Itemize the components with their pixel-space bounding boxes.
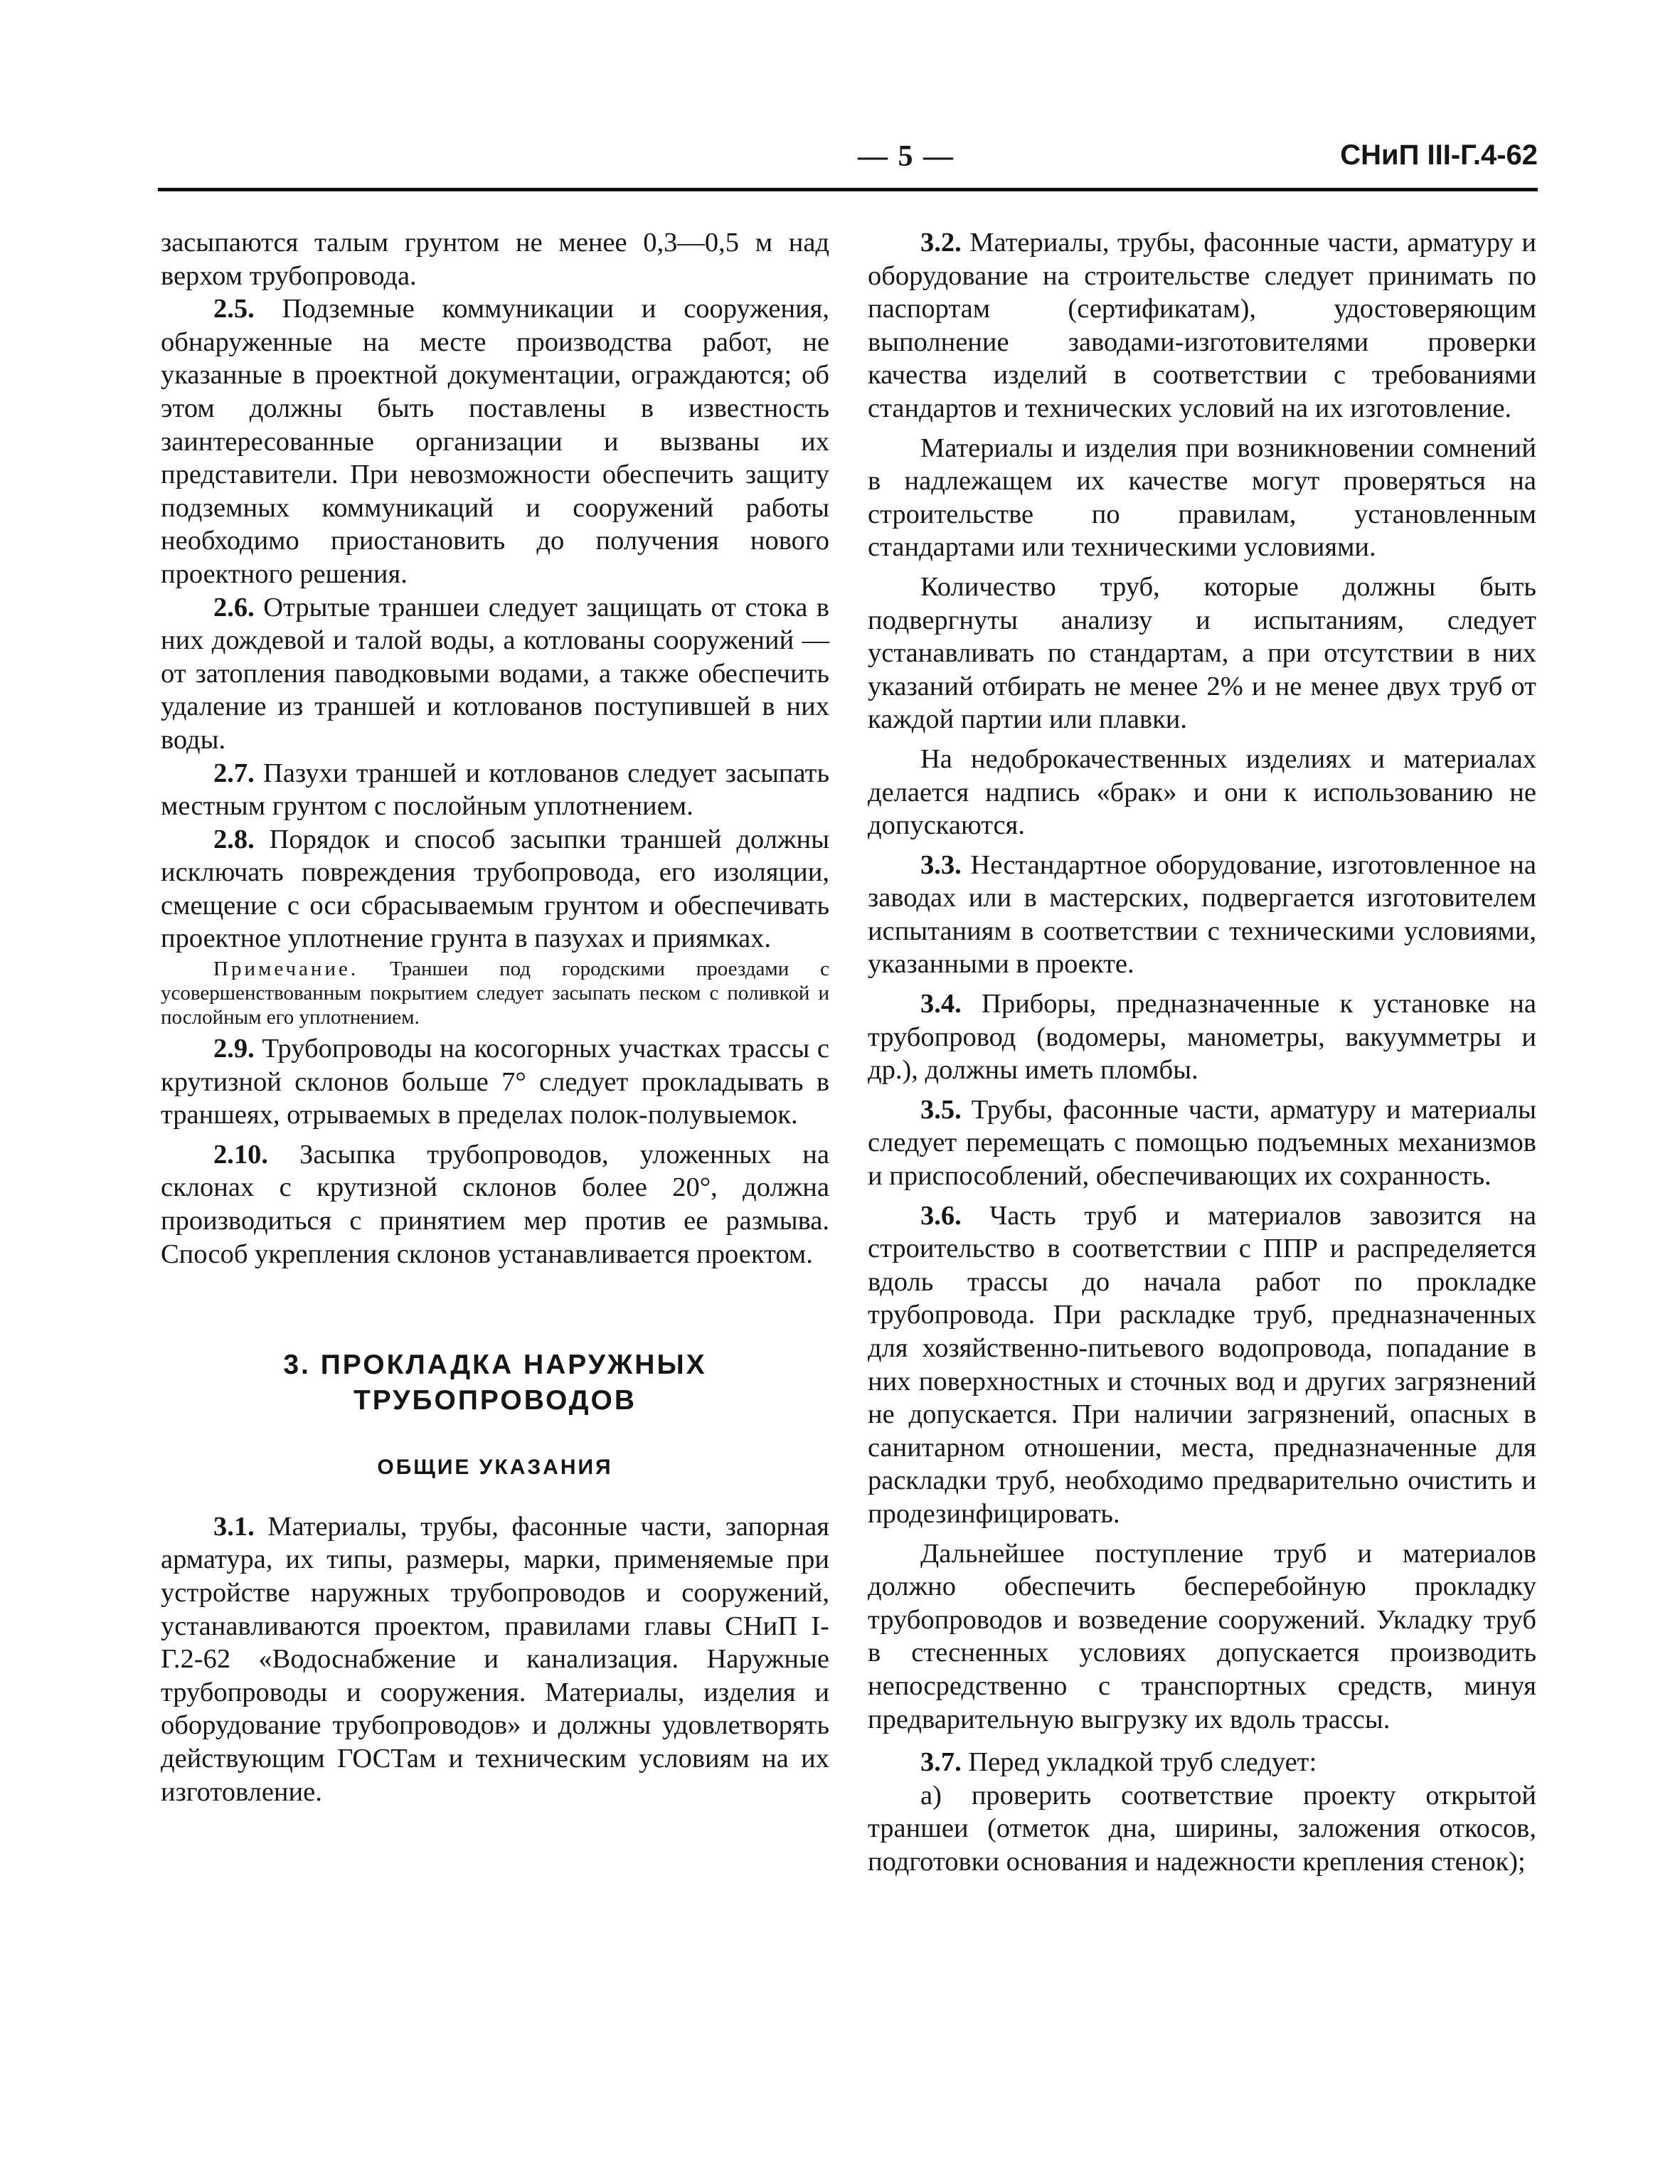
- clause-text: Пазухи траншей и котлованов следует засыпать местным грунтом с послойным уплотнением.: [161, 758, 830, 822]
- note: [161, 957, 829, 1029]
- clause-text: Засыпка трубопроводов, уложенных на склонах с крутизной склонов более 20°, должна производиться с принятием мер против ее размыва. Способ укрепления склонов устанавливается проектом.: [161, 1139, 829, 1269]
- clause-text: Нестандартное оборудование, изготовленное на заводах или в мастерских, подвергается изготовителем испытаниям в соответствии с техническими условиями, указанными в проекте.: [868, 849, 1536, 980]
- paragraph-2-10: [161, 1138, 829, 1271]
- clause-number: 3.3.: [920, 849, 962, 880]
- clause-number: 3.6.: [920, 1200, 962, 1231]
- paragraph-3-4: [868, 987, 1536, 1087]
- clause-text: Трубопроводы на косогорных участках трассы с крутизной склонов больше 7° следует прокладывать в траншеях, отрываемых в пределах полок-полувыемок.: [161, 1034, 829, 1130]
- clause-text: Материалы, трубы, фасонные части, арматуру и оборудование на строительстве следует принимать по паспортам (сертификатам), удостоверяющим выполнение заводами-изготовителями проверки качества изделий в соответствии с требованиями стандартов и технических условий на их изготовление.: [868, 228, 1537, 423]
- clause-number: 2.5.: [213, 294, 255, 324]
- clause-number: 3.2.: [920, 228, 962, 258]
- clause-text: Порядок и способ засыпки траншей должны исключать повреждения трубопровода, его изоляции, смещение с оси сбрасываемым грунтом и обеспечивать проектное уплотнение грунта в пазухах и приямках.: [161, 824, 830, 954]
- clause-number: 2.9.: [213, 1034, 255, 1064]
- paragraph-3-1: [161, 1510, 829, 1808]
- note-label: Примечание.: [213, 958, 359, 981]
- page-number: — 5 —: [858, 140, 955, 173]
- clause-text: Подземные коммуникации и сооружения, обнаруженные на месте производства работ, не указанные в проектной документации, ограждаются; об этом должны быть поставлены в известность заинтересованные организации и вызваны их представители. При невозможности обеспечить защиту подземных коммуникаций и сооружений работы необходимо приостановить до получения нового проектного решения.: [161, 294, 830, 589]
- clause-number: 2.8.: [213, 824, 255, 854]
- clause-number: 2.6.: [213, 592, 255, 622]
- clause-number: 2.10.: [213, 1139, 268, 1170]
- left-column: [161, 226, 829, 1808]
- paragraph-2-7: [161, 757, 829, 823]
- clause-text: Материалы, трубы, фасонные части, запорная арматура, их типы, размеры, марки, применяемые при устройстве наружных трубопроводов и сооружений, устанавливаются проектом, правилами главы СНиП I-Г.2-62 «Водоснабжение и канализация. Наружные трубопроводы и сооружения. Материалы, изделия и оборудование трубопроводов» и должны удовлетворять действующим ГОСТам и техническим условиям на их изготовление.: [161, 1511, 829, 1807]
- paragraph-2-9: [161, 1032, 829, 1132]
- clause-number: 3.4.: [920, 989, 962, 1019]
- paragraph-3-6-b: Дальнейшее поступление труб и материалов должно обеспечить бесперебойную прокладку трубопроводов и возведение сооружений. Укладку труб в стесненных условиях допускается производить непосредственно с транспортных средств, минуя предварительную выгрузку их вдоль трассы.: [868, 1538, 1536, 1734]
- clause-number: 2.7.: [213, 758, 255, 788]
- paragraph-3-2-d: На недоброкачественных изделиях и материалах делается надпись «брак» и они к использованию не допускаются.: [868, 743, 1536, 841]
- subsection-title: ОБЩИЕ УКАЗАНИЯ: [377, 1456, 613, 1480]
- clause-number: 3.1.: [213, 1511, 255, 1542]
- note-text: Траншеи под городскими проездами с усовершенствованным покрытием следует засыпать песком с поливкой и послойным его уплотнением.: [161, 958, 830, 1029]
- paragraph-continuation: засыпаются талым грунтом не менее 0,3—0,5 м над верхом трубопровода.: [161, 228, 829, 291]
- section-title: [161, 1347, 829, 1419]
- clause-text: Часть труб и материалов завозится на строительство в соответствии с ППР и распределяется вдоль трассы до начала работ по прокладке трубопровода. При раскладке труб, предназначенных для хозяйственно-питьевого водопровода, попадание в них поверхностных и сточных вод и других загрязнений не допускается. При наличии загрязнений, опасных в санитарном отношении, места, предназначенные для раскладки труб, необходимо предварительно очистить и продезинфицировать.: [868, 1200, 1536, 1529]
- paragraph-3-3: [868, 849, 1536, 981]
- paragraph-3-7-a: а) проверить соответствие проекту открытой траншеи (отметок дна, ширины, заложения откосов, подготовки основания и надежности крепления стенок);: [868, 1780, 1536, 1877]
- page-header: [158, 139, 1538, 182]
- clause-number: 3.5.: [920, 1094, 962, 1125]
- paragraph-3-2-c: Количество труб, которые должны быть подвергнуты анализу и испытаниям, следует устанавливать по стандартам, а при отсутствии в них указаний отбирать не менее 2% и не менее двух труб от каждой партии или плавки.: [868, 571, 1536, 735]
- right-column: [868, 226, 1536, 1879]
- clause-text: Перед укладкой труб следует:: [968, 1747, 1317, 1778]
- paragraph-2-8: [161, 823, 829, 955]
- clause-number: 3.7.: [920, 1747, 962, 1778]
- paragraph-2-5: [161, 292, 829, 590]
- header-rule: [158, 188, 1538, 191]
- paragraph-3-6: [868, 1199, 1536, 1531]
- section-title-line-2: ТРУБОПРОВОДОВ: [353, 1385, 637, 1416]
- paragraph-3-5: [868, 1093, 1536, 1193]
- section-title-line-1: 3. ПРОКЛАДКА НАРУЖНЫХ: [283, 1350, 707, 1381]
- document-code: СНиП III-Г.4-62: [1340, 139, 1538, 171]
- clause-text: Трубы, фасонные части, арматуру и материалы следует перемещать с помощью подъемных механизмов и приспособлений, обеспечивающих их сохранность.: [868, 1094, 1537, 1192]
- paragraph-3-2: [868, 226, 1536, 425]
- clause-text: Приборы, предназначенные к установке на трубопровод (водомеры, манометры, вакуумметры и др.), должны иметь пломбы.: [868, 989, 1536, 1086]
- clause-text: Отрытые траншеи следует защищать от стока в них дождевой и талой воды, а котлованы сооружений — от затопления паводковыми водами, а также обеспечить удаление из траншей и котлованов поступившей в них воды.: [161, 592, 829, 755]
- paragraph-3-7: [868, 1746, 1536, 1779]
- paragraph-2-6: [161, 591, 829, 757]
- paragraph-3-2-b: Материалы и изделия при возникновении сомнений в надлежащем их качестве могут проверяться на строительстве по правилам, установленным стандартами или техническими условиями.: [868, 433, 1536, 563]
